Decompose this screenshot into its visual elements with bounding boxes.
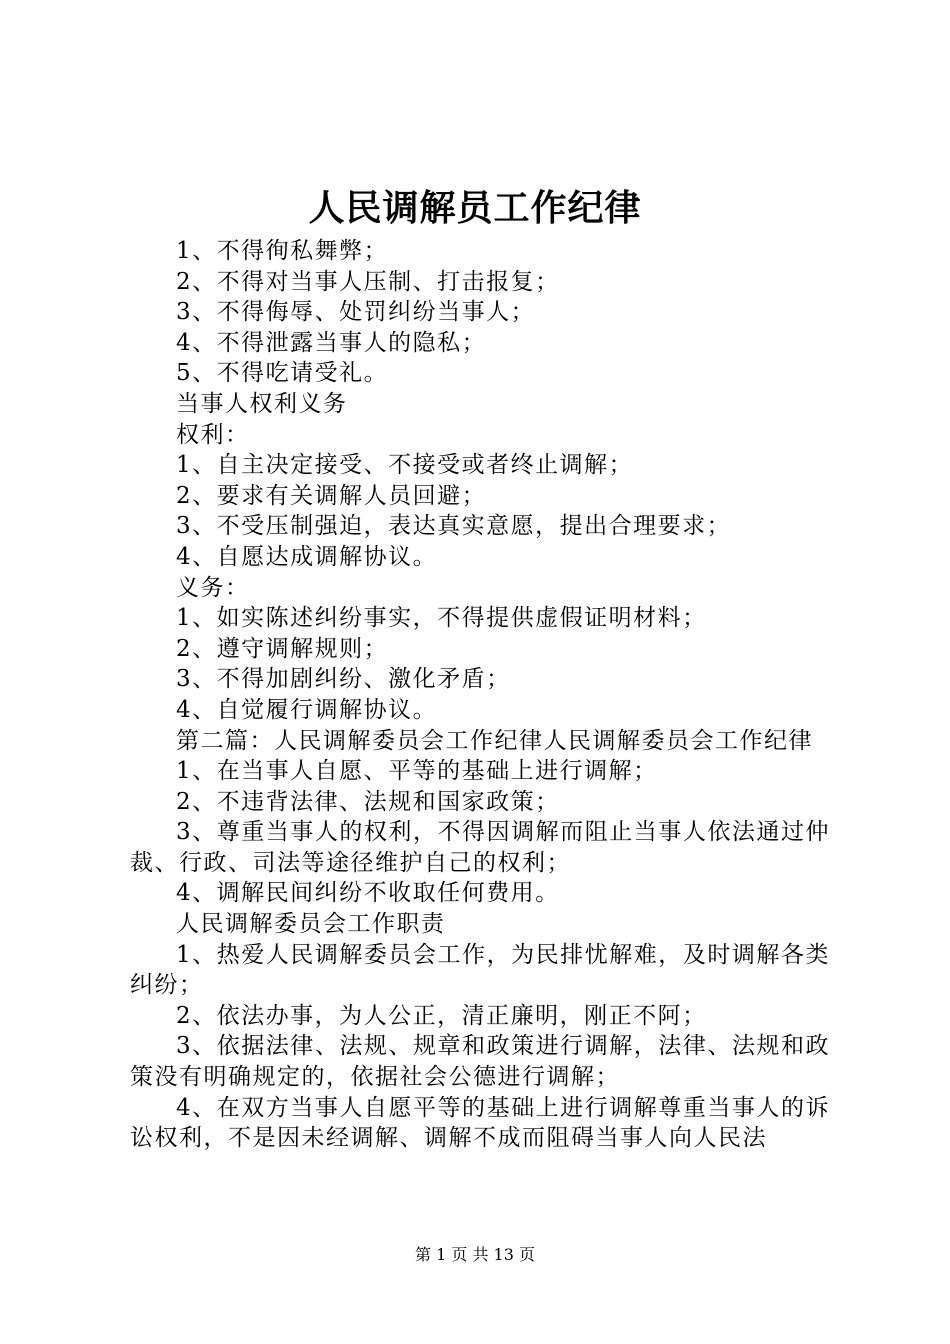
page-number-footer: 第 1 页 共 13 页 xyxy=(415,1245,535,1264)
paragraph: 4、调解民间纠纷不收取任何费用。 xyxy=(176,880,560,907)
paragraph: 1、如实陈述纠纷事实，不得提供虚假证明材料； xyxy=(176,605,707,632)
paragraph: 3、不受压制强迫，表达真实意愿，提出合理要求； xyxy=(176,513,732,540)
paragraph: 4、自觉履行调解协议。 xyxy=(176,696,438,723)
paragraph: 1、不得徇私舞弊； xyxy=(176,238,389,264)
subsection-heading: 义务： xyxy=(176,574,250,601)
section-heading: 第二篇：人民调解委员会工作纪律人民调解委员会工作纪律 xyxy=(176,727,813,754)
paragraph: 3、尊重当事人的权利，不得因调解而阻止当事人依法通过仲裁、行政、司法等途径维护自己的权利； xyxy=(130,819,830,876)
paragraph: 2、不得对当事人压制、打击报复； xyxy=(176,268,560,295)
paragraph: 4、自愿达成调解协议。 xyxy=(176,543,438,570)
paragraph: 1、热爱人民调解委员会工作，为民排忧解难，及时调解各类纠纷； xyxy=(130,941,830,999)
document-title: 人民调解员工作纪律 xyxy=(308,187,642,229)
paragraph: 1、自主决定接受、不接受或者终止调解； xyxy=(176,452,634,479)
paragraph: 4、在双方当事人自愿平等的基础上进行调解尊重当事人的诉讼权利，不是因未经调解、调解不成而阻碍当事人向人民法 xyxy=(130,1094,830,1152)
paragraph: 3、不得侮辱、处罚纠纷当事人； xyxy=(176,299,536,326)
paragraph: 2、不违背法律、法规和国家政策； xyxy=(176,788,560,815)
paragraph: 2、依法办事，为人公正，清正廉明，刚正不阿； xyxy=(176,1002,707,1029)
paragraph: 2、要求有关调解人员回避； xyxy=(176,482,487,509)
section-heading: 当事人权利义务 xyxy=(176,390,348,417)
section-heading: 人民调解委员会工作职责 xyxy=(176,911,446,938)
document-body xyxy=(130,236,830,1154)
paragraph: 3、依据法律、法规、规章和政策进行调解，法律、法规和政策没有明确规定的，依据社会公德进行调解； xyxy=(130,1033,830,1091)
paragraph: 3、不得加剧纠纷、激化矛盾； xyxy=(176,666,511,693)
paragraph: 1、在当事人自愿、平等的基础上进行调解； xyxy=(176,758,658,785)
paragraph: 2、遵守调解规则； xyxy=(176,635,389,662)
subsection-heading: 权利： xyxy=(176,421,250,448)
paragraph: 4、不得泄露当事人的隐私； xyxy=(176,329,487,356)
paragraph: 5、不得吃请受礼。 xyxy=(176,360,389,387)
